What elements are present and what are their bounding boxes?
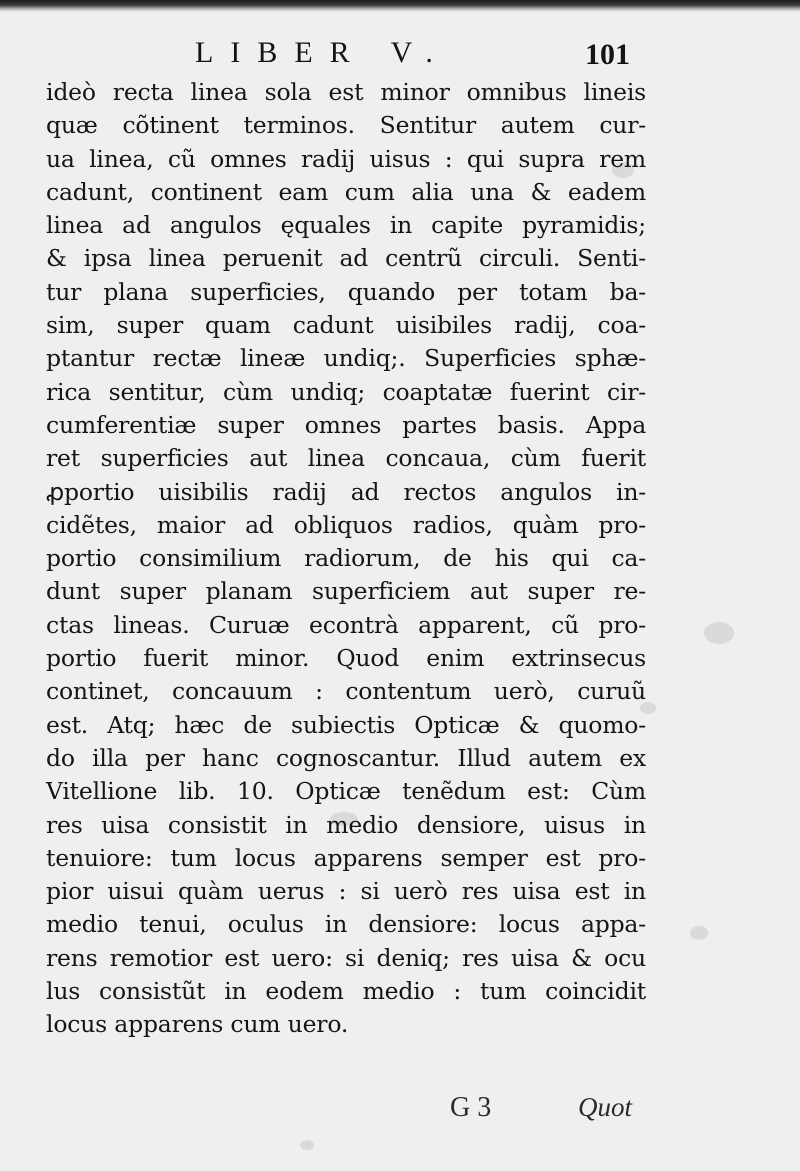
text-line: est. Atq; hæc de subiectis Opticæ & quomo-: [46, 710, 646, 739]
text-line: do illa per hanc cognoscantur. Illud autem ex: [46, 743, 646, 772]
text-line: ua linea, cũ omnes radij uisus : qui supra rem: [46, 144, 646, 173]
text-line: continet, concauum : contentum uerò, curuũ: [46, 677, 646, 706]
text-line: sim, super quam cadunt uisibiles radij, coa-: [46, 311, 646, 340]
text-line: quæ cõtinent terminos. Sentitur autem cur-: [46, 111, 646, 140]
text-line: tur plana superficies, quando per totam ba-: [46, 277, 646, 306]
body-text: [46, 76, 646, 1042]
text-line: medio tenui, oculus in densiore: locus appa-: [46, 910, 646, 939]
text-line: cadunt, continent eam cum alia una & eadem: [46, 177, 646, 206]
running-head-title: LIBER V.: [195, 36, 450, 69]
catchword: Quot: [578, 1092, 632, 1122]
text-line: linea ad angulos ęquales in capite pyramidis;: [46, 211, 646, 240]
paper-speck: [704, 622, 734, 644]
text-line: ctas lineas. Curuæ econtrà apparent, cũ pro-: [46, 610, 646, 639]
text-line: ptantur rectæ lineæ undiq;. Superficies sphæ-: [46, 344, 646, 373]
text-line: cumferentiæ super omnes partes basis. Appa: [46, 410, 646, 439]
signature-mark: G 3: [450, 1092, 492, 1123]
text-line: locus apparens cum uero.: [46, 1010, 349, 1039]
text-line: ret superficies aut linea concaua, cùm fuerit: [46, 444, 646, 473]
text-line: rens remotior est uero: si deniq; res uisa & ocu: [46, 943, 646, 972]
running-head: [60, 36, 660, 76]
paper-speck: [690, 926, 708, 940]
page-top-shadow: [0, 0, 800, 12]
text-line: portio fuerit minor. Quod enim extrinsecus: [46, 644, 646, 673]
paper-speck: [300, 1140, 314, 1150]
text-line: lus consistũt in eodem medio : tum coincidit: [46, 977, 646, 1006]
text-line: tenuiore: tum locus apparens semper est pro-: [46, 843, 646, 872]
text-line: pior uisui quàm uerus : si uerò res uisa est in: [46, 877, 646, 906]
text-line: rica sentitur, cùm undiq; coaptatæ fuerint cir-: [46, 377, 646, 406]
page-footer: [0, 1092, 800, 1132]
text-line: Vitellione lib. 10. Opticæ tenẽdum est: Cùm: [46, 777, 646, 806]
text-line: cidẽtes, maior ad obliquos radios, quàm pro-: [46, 510, 646, 539]
text-line: dunt super planam superficiem aut super re-: [46, 577, 646, 606]
text-line: ꝓportio uisibilis radij ad rectos angulos in-: [46, 477, 646, 506]
text-line: res uisa consistit in medio densiore, uisus in: [46, 810, 646, 839]
text-line: portio consimilium radiorum, de his qui ca-: [46, 544, 646, 573]
text-line: ideò recta linea sola est minor omnibus lineis: [46, 78, 646, 106]
text-line: & ipsa linea peruenit ad centrũ circuli. Senti-: [46, 244, 646, 273]
page-number: 101: [585, 38, 630, 71]
